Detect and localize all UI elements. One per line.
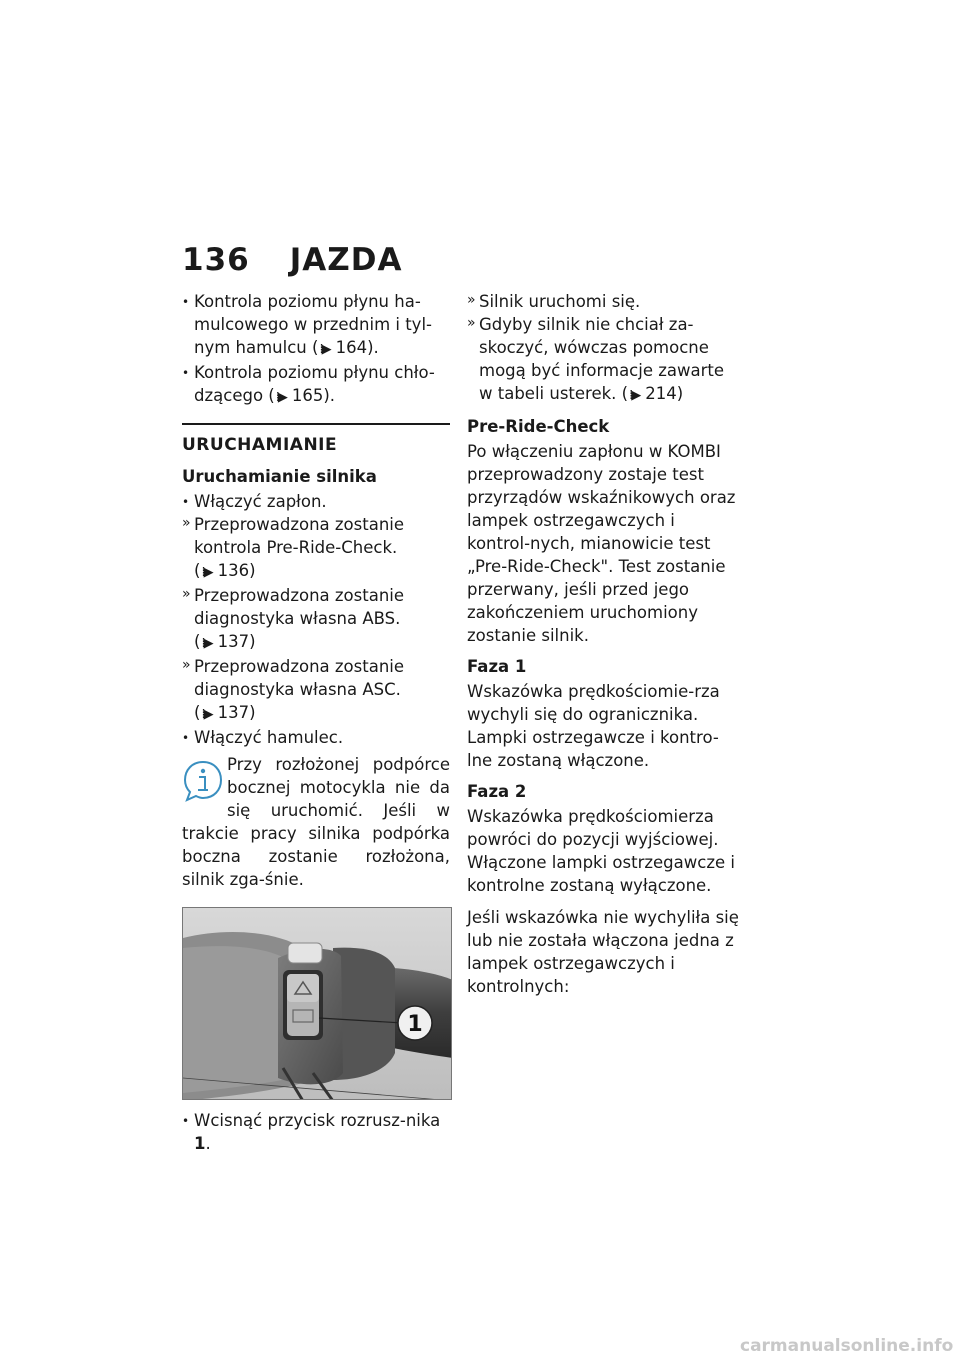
phase-1-text: Wskazówka prędkościomie-rza wychyli się do ogranicznika. Lampki ostrzegawcze i kontro-lne zostaną włączone.	[467, 682, 720, 770]
reference-arrow-icon: ⁞▶	[201, 707, 212, 722]
result-item: » Przeprowadzona zostanie diagnostyka własna ABS. (⁞▶ 137)	[182, 584, 450, 655]
bullet-icon: •	[182, 295, 190, 309]
reference-arrow-icon: ⁞▶	[319, 342, 330, 357]
result-icon: »	[467, 292, 476, 308]
page-reference[interactable]: 137	[217, 632, 250, 651]
phase-2-title: Faza 2	[467, 782, 527, 801]
info-icon	[182, 759, 224, 803]
bullet-icon: •	[182, 1114, 190, 1128]
chapter-title: JAZDA	[289, 242, 403, 278]
bullet-icon: •	[182, 366, 190, 380]
page-reference[interactable]: 165	[291, 386, 324, 405]
left-column	[182, 290, 450, 1155]
result-item: » Silnik uruchomi się.	[467, 290, 739, 313]
info-note-text: Przy rozłożonej podpórce bocznej motocykla nie da się uruchomić. Jeśli w trakcie pracy silnika podpórka boczna zostanie rozłożona, silnik zga-śnie.	[182, 755, 450, 889]
reference-arrow-icon: ⁞▶	[201, 636, 212, 651]
phase-2-text: Wskazówka prędkościomierza powróci do pozycji wyjściowej. Włączone lampki ostrzegawcze i kontrolne zostaną wyłączone.	[467, 807, 735, 895]
subsection-title: Uruchamianie silnika	[182, 467, 377, 486]
figure-callout-label: 1	[407, 1012, 423, 1037]
page-reference[interactable]: 137	[217, 703, 250, 722]
pre-ride-check-title: Pre-Ride-Check	[467, 417, 610, 436]
result-item: » Przeprowadzona zostanie kontrola Pre-Ride-Check. (⁞▶ 136)	[182, 513, 450, 584]
closing-text: Jeśli wskazówka nie wychyliła się lub nie została włączona jedna z lampek ostrzegawczych i kontrolnych:	[467, 908, 739, 996]
result-icon: »	[467, 315, 476, 331]
info-note	[182, 753, 450, 891]
result-icon: »	[182, 586, 191, 602]
watermark: carmanualsonline.info	[740, 1336, 954, 1356]
list-item: • Włączyć zapłon.	[182, 490, 450, 513]
result-icon: »	[182, 515, 191, 531]
list-item: • Wcisnąć przycisk rozrusz-nika 1.	[182, 1111, 441, 1153]
bullet-icon: •	[182, 731, 190, 745]
bullet-icon: •	[182, 495, 190, 509]
page-number: 136	[182, 242, 250, 278]
section-title: URUCHAMIANIE	[182, 435, 338, 455]
list-item: • Włączyć hamulec.	[182, 726, 450, 749]
list-item: • Kontrola poziomu płynu chło-dzącego (⁞▶ 165).	[182, 361, 450, 409]
page-reference[interactable]: 164	[335, 338, 368, 357]
list-item: • Kontrola poziomu płynu ha-mulcowego w przednim i tyl-nym hamulcu (⁞▶ 164).	[182, 290, 450, 361]
section-divider	[182, 423, 450, 425]
reference-arrow-icon: ⁞▶	[629, 388, 640, 403]
result-icon: »	[182, 657, 191, 673]
right-column	[467, 290, 739, 1006]
reference-arrow-icon: ⁞▶	[201, 565, 212, 580]
reference-arrow-icon: ⁞▶	[275, 390, 286, 405]
pre-ride-check-text: Po włączeniu zapłonu w KOMBI przeprowadzony zostaje test przyrządów wskaźnikowych oraz lampek ostrzegawczych i kontrol-nych, mianowicie test „Pre-Ride-Check". Test zostanie przerwany, jeśli przed jego zakończeniem uruchomiony zostanie silnik.	[467, 442, 736, 645]
phase-1-title: Faza 1	[467, 657, 527, 676]
start-button-photo	[182, 907, 452, 1100]
page-reference[interactable]: 214	[645, 384, 677, 403]
page-reference[interactable]: 136	[217, 561, 250, 580]
page-header	[182, 242, 402, 278]
result-item: » Przeprowadzona zostanie diagnostyka własna ASC. (⁞▶ 137)	[182, 655, 450, 726]
handlebar-switch-illustration	[183, 908, 452, 1100]
result-item: » Gdyby silnik nie chciał za-skoczyć, wówczas pomocne mogą być informacje zawarte w tabeli usterek. (⁞▶ 214)	[467, 313, 739, 407]
